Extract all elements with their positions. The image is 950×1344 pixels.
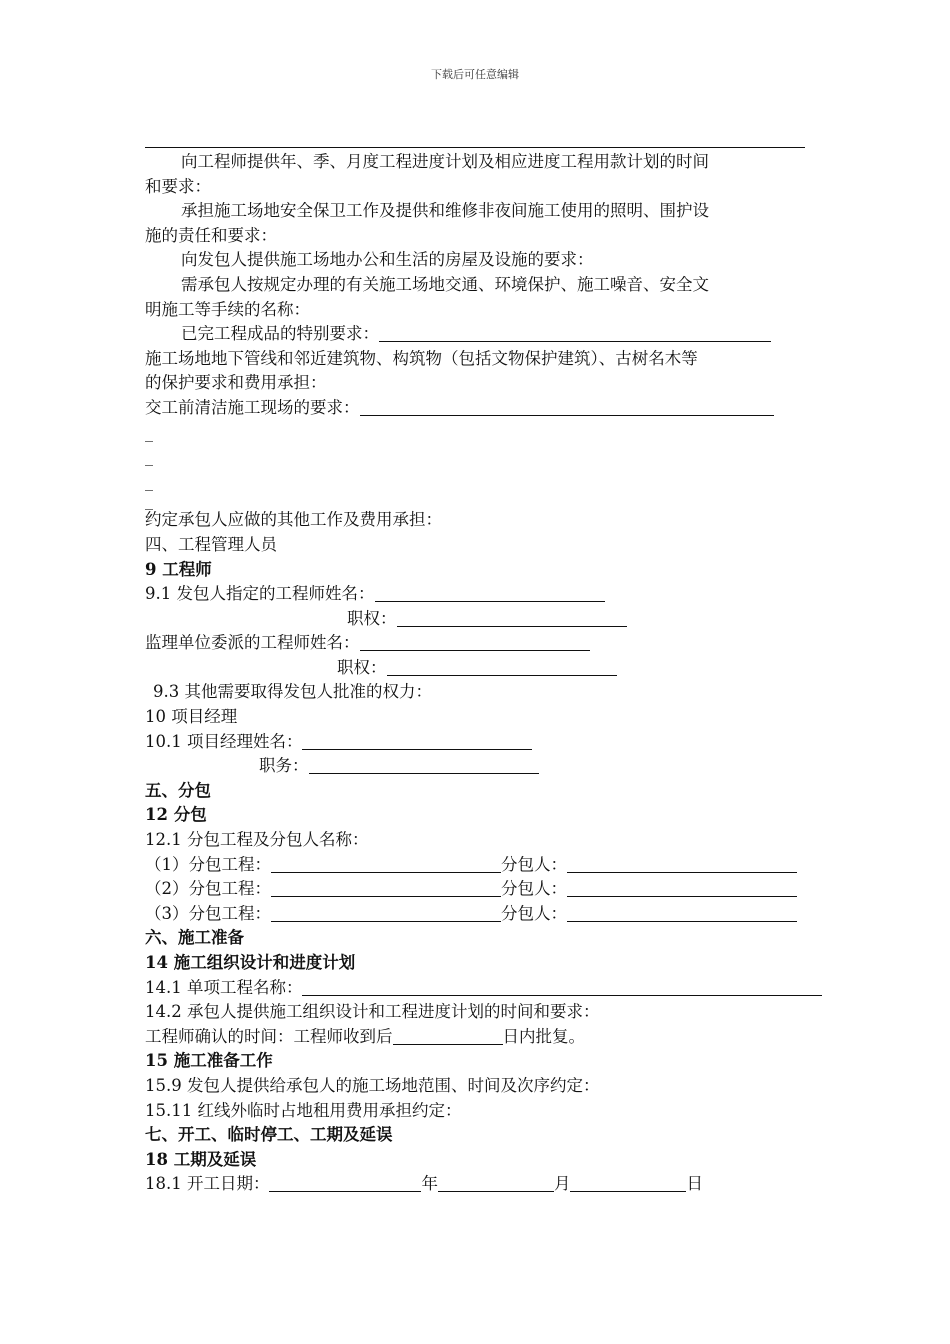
contract-body <box>145 137 835 1197</box>
fill-blank[interactable] <box>570 1174 686 1192</box>
fill-blank[interactable] <box>375 584 605 602</box>
fill-blank[interactable] <box>302 978 822 996</box>
label: 职权： <box>337 657 387 677</box>
label: 监理单位委派的工程师姓名： <box>145 633 360 653</box>
fill-blank[interactable] <box>397 609 627 627</box>
blank-dash: _ <box>145 491 153 511</box>
label: 月 <box>553 1174 571 1194</box>
text-line: 施工场地地下管线和邻近建筑物、构筑物（包括文物保护建筑）、古树名木等 <box>145 348 698 368</box>
label: 10.1 项目经理姓名： <box>145 731 303 751</box>
fill-blank[interactable] <box>567 904 797 922</box>
fill-blank[interactable] <box>379 324 771 342</box>
fill-blank[interactable] <box>567 879 797 897</box>
subcontract-row <box>145 877 835 902</box>
label: 分包人： <box>501 854 567 874</box>
text-line: 约定承包人应做的其他工作及费用承担： <box>145 510 442 530</box>
clause-heading: 9 工程师 <box>145 559 212 579</box>
subcontract-row <box>145 853 835 878</box>
blank-dash: _ <box>145 471 153 491</box>
text-line: 向发包人提供施工场地办公和生活的房屋及设施的要求： <box>181 250 594 270</box>
text-line <box>145 582 835 607</box>
clause-heading: 10 项目经理 <box>145 707 238 727</box>
fill-blank[interactable] <box>309 756 539 774</box>
subcontract-row <box>145 902 835 927</box>
text-line <box>145 976 835 1001</box>
text-line: 9.3 其他需要取得发包人批准的权力： <box>153 682 432 702</box>
fill-blank[interactable] <box>271 904 501 922</box>
text-line <box>145 656 835 681</box>
label: 已完工程成品的特别要求： <box>181 324 379 344</box>
text-line: 明施工等手续的名称： <box>145 299 310 319</box>
text-line: 15.9 发包人提供给承包人的施工场地范围、时间及次序约定： <box>145 1075 600 1095</box>
text-line <box>145 607 835 632</box>
section-heading: 四、工程管理人员 <box>145 534 277 554</box>
text-line <box>145 1172 835 1197</box>
text-line: 15.11 红线外临时占地租用费用承担约定： <box>145 1100 462 1120</box>
section-heading: 五、分包 <box>145 780 211 800</box>
label: 18.1 开工日期： <box>145 1174 270 1194</box>
text-line: 施的责任和要求： <box>145 225 277 245</box>
text-line: 的保护要求和费用承担： <box>145 373 327 393</box>
text-line <box>145 754 835 779</box>
text-line <box>145 1025 835 1050</box>
page-header: 下载后可任意编辑 <box>431 68 519 81</box>
text-line: 和要求： <box>145 176 211 196</box>
clause-heading: 18 工期及延误 <box>145 1149 257 1169</box>
text-line: 12.1 分包工程及分包人名称： <box>145 830 369 850</box>
top-rule <box>145 137 805 148</box>
label: 14.1 单项工程名称： <box>145 977 303 997</box>
label: （2）分包工程： <box>145 879 271 899</box>
text-line <box>145 730 835 755</box>
label: 9.1 发包人指定的工程师姓名： <box>145 584 375 604</box>
fill-blank[interactable] <box>271 855 501 873</box>
text-line: 承担施工场地安全保卫工作及提供和维修非夜间施工使用的照明、围护设 <box>181 201 709 221</box>
fill-blank[interactable] <box>393 1027 503 1045</box>
label: （3）分包工程： <box>145 903 271 923</box>
clause-heading: 15 施工准备工作 <box>145 1051 273 1071</box>
label: 年 <box>421 1174 438 1194</box>
fill-blank[interactable] <box>438 1174 554 1192</box>
clause-heading: 12 分包 <box>145 805 207 825</box>
fill-blank[interactable] <box>360 633 590 651</box>
label: 交工前清洁施工现场的要求： <box>145 397 360 417</box>
label: 日 <box>686 1174 703 1194</box>
text-line: 向工程师提供年、季、月度工程进度计划及相应进度工程用款计划的时间 <box>181 152 709 171</box>
text-line: 14.2 承包人提供施工组织设计和工程进度计划的时间和要求： <box>145 1002 600 1022</box>
label: 工程师确认的时间：工程师收到后 <box>145 1026 393 1046</box>
label: 日内批复。 <box>502 1026 585 1046</box>
label: 分包人： <box>501 903 567 923</box>
fill-blank[interactable] <box>387 658 617 676</box>
fill-blank[interactable] <box>360 398 774 416</box>
blank-dash: _ <box>145 422 153 442</box>
fill-blank[interactable] <box>567 855 797 873</box>
text-line: 需承包人按规定办理的有关施工场地交通、环境保护、施工噪音、安全文 <box>181 274 709 294</box>
section-heading: 七、开工、临时停工、工期及延误 <box>145 1125 393 1145</box>
text-line <box>145 631 835 656</box>
clause-heading: 14 施工组织设计和进度计划 <box>145 953 356 972</box>
label: 职权： <box>347 608 397 628</box>
fill-blank[interactable] <box>271 879 501 897</box>
label: 职务： <box>259 756 309 776</box>
fill-blank[interactable] <box>302 732 532 750</box>
label: 分包人： <box>501 879 567 899</box>
blank-dash: _ <box>145 447 153 467</box>
label: （1）分包工程： <box>145 854 271 874</box>
text-line <box>145 322 835 347</box>
section-heading: 六、施工准备 <box>145 928 244 948</box>
fill-blank[interactable] <box>269 1174 421 1192</box>
text-line <box>145 396 835 421</box>
